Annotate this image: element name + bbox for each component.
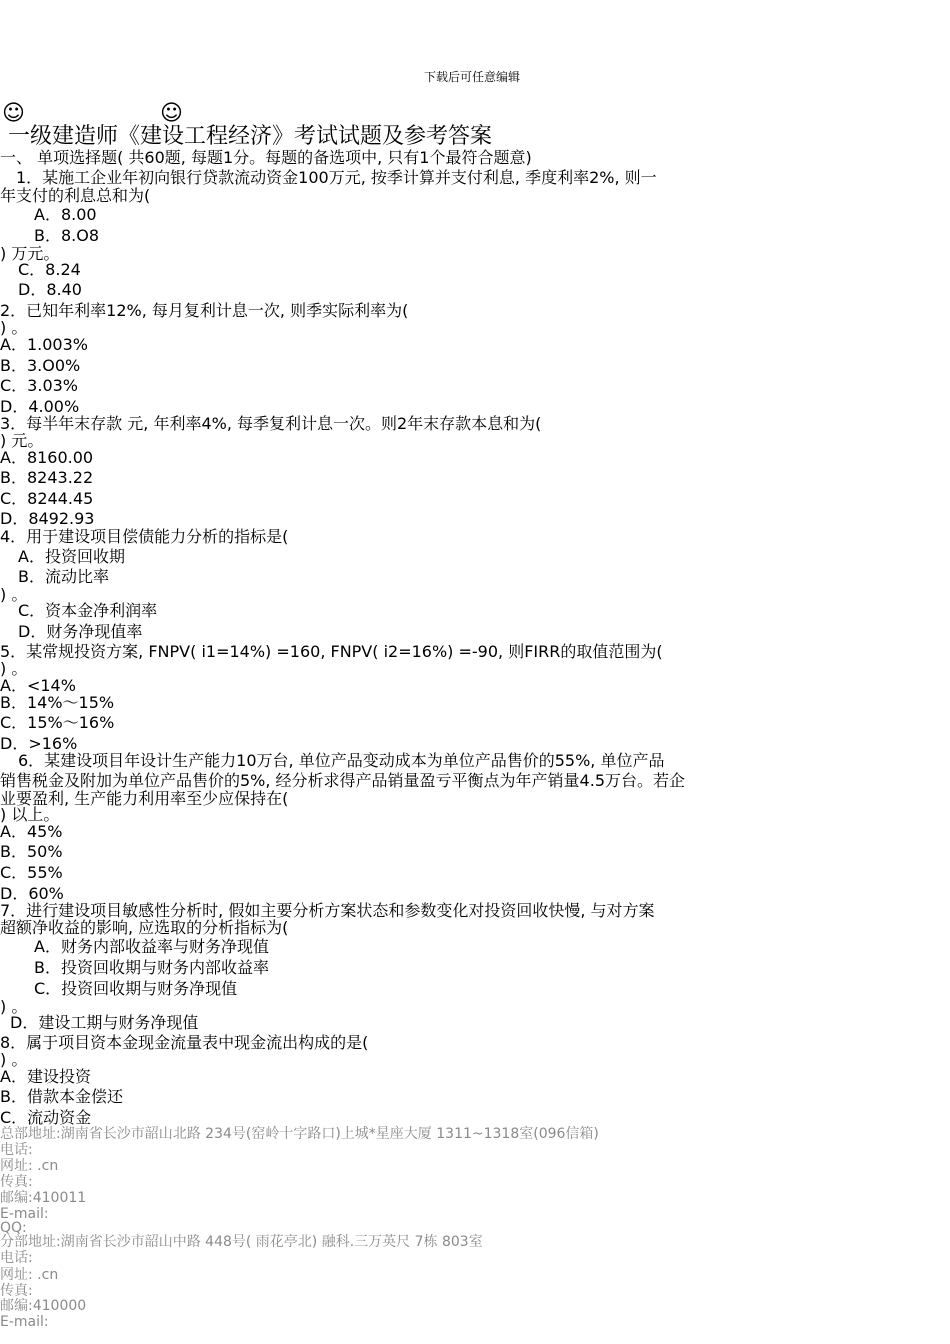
footer-line: QQ: bbox=[0, 1220, 27, 1236]
question-line: ) 。 bbox=[0, 659, 28, 678]
option-line: C．8.24 bbox=[18, 260, 81, 279]
option-line: A．1.003% bbox=[0, 335, 88, 354]
option-line: B．8.O8 bbox=[34, 226, 100, 245]
footer-line: 网址: .cn bbox=[0, 1267, 59, 1283]
option-line: B．3.O0% bbox=[0, 356, 81, 375]
footer-line: 邮编:410011 bbox=[0, 1190, 87, 1206]
option-line: D．>16% bbox=[0, 734, 78, 753]
question-line: 6．某建设项目年设计生产能力10万台, 单位产品变动成本为单位产品售价的55%, 单位产品 bbox=[18, 751, 665, 770]
footer-line: E-mail: bbox=[0, 1206, 49, 1222]
option-line: A．8160.00 bbox=[0, 448, 94, 467]
question-line: ) 万元。 bbox=[0, 244, 60, 263]
smiley-icon: ☺ bbox=[160, 101, 183, 126]
question-line: 业要盈利, 生产能力利用率至少应保持在( bbox=[0, 789, 289, 808]
question-line: 1．某施工企业年初向银行贷款流动资金100万元, 按季计算并支付利息, 季度利率2%, 则一 bbox=[16, 168, 657, 187]
option-line: A．财务内部收益率与财务净现值 bbox=[34, 937, 269, 956]
option-line: A．建设投资 bbox=[0, 1067, 91, 1086]
footer-line: 电话: bbox=[0, 1250, 33, 1266]
page-title: 一级建造师《建设工程经济》考试试题及参考答案 bbox=[8, 124, 493, 149]
question-line: 年支付的利息总和为( bbox=[0, 186, 151, 205]
option-line: D．8.40 bbox=[18, 280, 82, 299]
option-line: D．60% bbox=[0, 884, 64, 903]
option-line: D．4.00% bbox=[0, 397, 80, 416]
question-line: ) 。 bbox=[0, 585, 28, 604]
option-line: B．8243.22 bbox=[0, 468, 94, 487]
footer-line: 网址: .cn bbox=[0, 1158, 59, 1174]
question-line: 5．某常规投资方案, FNPV( i1=14%) =160, FNPV( i2=16%) =-90, 则FIRR的取值范围为( bbox=[0, 642, 663, 661]
question-line: 7．进行建设项目敏感性分析时, 假如主要分析方案状态和参数变化对投资回收快慢, 与对方案 bbox=[0, 901, 655, 920]
option-line: C．3.03% bbox=[0, 376, 79, 395]
question-line: ) 。 bbox=[0, 318, 28, 337]
question-line: ) 以上。 bbox=[0, 805, 60, 824]
option-line: C．投资回收期与财务净现值 bbox=[34, 979, 238, 998]
option-line: D．建设工期与财务净现值 bbox=[10, 1013, 199, 1032]
header-note: 下载后可任意编辑 bbox=[424, 70, 521, 84]
section-heading: 一、 单项选择题( 共60题, 每题1分。每题的备选项中, 只有1个最符合题意) bbox=[0, 148, 532, 167]
footer-line: E-mail: bbox=[0, 1314, 49, 1330]
question-line: 超额净收益的影响, 应选取的分析指标为( bbox=[0, 918, 289, 937]
option-line: B．50% bbox=[0, 842, 63, 861]
question-line: ) 。 bbox=[0, 997, 28, 1016]
footer-line: 传真: bbox=[0, 1283, 33, 1299]
option-line: B．借款本金偿还 bbox=[0, 1087, 123, 1106]
option-line: D．财务净现值率 bbox=[18, 622, 143, 641]
smiley-icon: ☺ bbox=[2, 101, 25, 126]
option-line: C．8244.45 bbox=[0, 489, 94, 508]
option-line: B．流动比率 bbox=[18, 567, 109, 586]
option-line: B．14%～15% bbox=[0, 693, 115, 712]
option-line: A．45% bbox=[0, 822, 63, 841]
question-line: ) 元。 bbox=[0, 431, 44, 450]
footer-line: 分部地址:湖南省长沙市韶山中路 448号( 雨花亭北) 融科.三万英尺 7栋 803室 bbox=[0, 1234, 483, 1250]
option-line: C．15%～16% bbox=[0, 713, 115, 732]
option-line: C．55% bbox=[0, 863, 63, 882]
option-line: A．<14% bbox=[0, 676, 76, 695]
footer-line: 电话: bbox=[0, 1142, 33, 1158]
question-line: 销售税金及附加为单位产品售价的5%, 经分析求得产品销量盈亏平衡点为年产销量4.5万台。若企 bbox=[0, 771, 686, 790]
option-line: C．资本金净利润率 bbox=[18, 601, 158, 620]
question-line: 4．用于建设项目偿债能力分析的指标是( bbox=[0, 527, 289, 546]
question-line: 2．已知年利率12%, 每月复利计息一次, 则季实际利率为( bbox=[0, 301, 409, 320]
option-line: A．8.00 bbox=[34, 205, 97, 224]
option-line: C．流动资金 bbox=[0, 1108, 92, 1127]
question-line: 8．属于项目资本金现金流量表中现金流出构成的是( bbox=[0, 1033, 369, 1052]
question-line: ) 。 bbox=[0, 1050, 28, 1069]
footer-line: 邮编:410000 bbox=[0, 1298, 87, 1314]
option-line: D．8492.93 bbox=[0, 509, 95, 528]
question-line: 3．每半年末存款 元, 年利率4%, 每季复利计息一次。则2年末存款本息和为( bbox=[0, 414, 542, 433]
footer-line: 总部地址:湖南省长沙市韶山北路 234号(窑岭十字路口)上城*星座大厦 1311~1318室(096信箱) bbox=[0, 1126, 599, 1142]
option-line: B．投资回收期与财务内部收益率 bbox=[34, 958, 269, 977]
option-line: A．投资回收期 bbox=[18, 547, 125, 566]
footer-line: 传真: bbox=[0, 1174, 33, 1190]
